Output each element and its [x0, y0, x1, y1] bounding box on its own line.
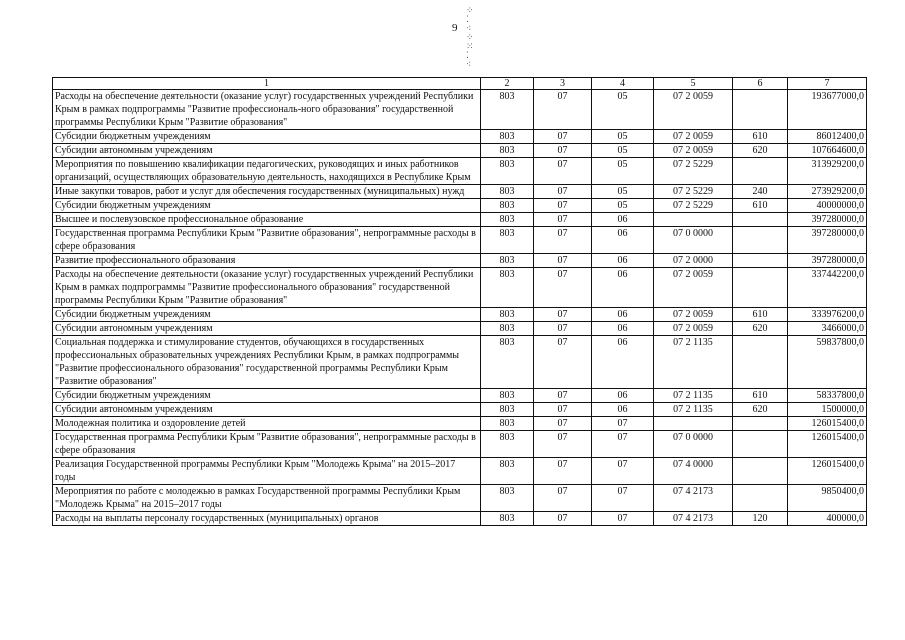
col-header: 3 [534, 78, 592, 90]
code-target: 07 2 0059 [654, 322, 733, 336]
item-name: Государственная программа Республики Крым "Развитие образования", непрограммные расходы в сфере образования [53, 431, 481, 458]
code-section: 07 [534, 90, 592, 130]
code-admin: 803 [481, 336, 534, 389]
code-expense-type: 610 [733, 130, 788, 144]
code-section: 07 [534, 512, 592, 526]
amount: 59837800,0 [788, 336, 867, 389]
code-admin: 803 [481, 417, 534, 431]
item-name: Субсидии бюджетным учреждениям [53, 389, 481, 403]
code-expense-type: 120 [733, 512, 788, 526]
code-section: 07 [534, 199, 592, 213]
item-name: Субсидии бюджетным учреждениям [53, 199, 481, 213]
code-expense-type: 620 [733, 144, 788, 158]
code-section: 07 [534, 268, 592, 308]
code-expense-type: 620 [733, 403, 788, 417]
code-subsection: 06 [592, 336, 654, 389]
table-row [53, 308, 867, 322]
code-admin: 803 [481, 268, 534, 308]
amount: 126015400,0 [788, 417, 867, 431]
code-expense-type [733, 485, 788, 512]
code-target: 07 4 2173 [654, 512, 733, 526]
code-target [654, 417, 733, 431]
table-row [53, 431, 867, 458]
code-expense-type [733, 227, 788, 254]
col-header: 2 [481, 78, 534, 90]
amount: 397280000,0 [788, 213, 867, 227]
code-target: 07 2 5229 [654, 199, 733, 213]
code-admin: 803 [481, 144, 534, 158]
table-row [53, 336, 867, 389]
code-admin: 803 [481, 227, 534, 254]
amount: 9850400,0 [788, 485, 867, 512]
code-target: 07 2 1135 [654, 389, 733, 403]
code-target: 07 2 0059 [654, 144, 733, 158]
code-target: 07 0 0000 [654, 431, 733, 458]
code-subsection: 05 [592, 144, 654, 158]
amount: 337442200,0 [788, 268, 867, 308]
code-subsection: 05 [592, 130, 654, 144]
code-section: 07 [534, 144, 592, 158]
code-admin: 803 [481, 90, 534, 130]
table-row [53, 213, 867, 227]
item-name: Мероприятия по повышению квалификации педагогических, руководящих и иных работников организаций, осуществляющих образовательную деятельность, находящихся в Республике Крым [53, 158, 481, 185]
code-expense-type: 610 [733, 308, 788, 322]
code-subsection: 06 [592, 322, 654, 336]
code-expense-type [733, 254, 788, 268]
code-admin: 803 [481, 389, 534, 403]
col-header: 5 [654, 78, 733, 90]
table-row [53, 322, 867, 336]
header-row [53, 78, 867, 90]
budget-table [52, 77, 867, 526]
code-expense-type [733, 213, 788, 227]
code-expense-type [733, 158, 788, 185]
code-subsection: 07 [592, 417, 654, 431]
code-expense-type: 240 [733, 185, 788, 199]
code-expense-type [733, 417, 788, 431]
table-row [53, 90, 867, 130]
code-section: 07 [534, 485, 592, 512]
item-name: Расходы на обеспечение деятельности (оказание услуг) государственных учреждений Республики Крым в рамках подпрограммы "Развитие профессиональ-ного образования" государственной программы Республики Крым "Развитие образования" [53, 90, 481, 130]
code-admin: 803 [481, 213, 534, 227]
code-subsection: 07 [592, 458, 654, 485]
item-name: Социальная поддержка и стимулирование студентов, обучающихся в государственных профессиональных образовательных учреждениях Республики Крым, в рамках подпрограммы "Развитие профессионального образования" государственной программы Республики Крым "Развитие образования" [53, 336, 481, 389]
code-section: 07 [534, 417, 592, 431]
amount: 107664600,0 [788, 144, 867, 158]
col-header: 7 [788, 78, 867, 90]
code-admin: 803 [481, 431, 534, 458]
code-section: 07 [534, 458, 592, 485]
code-expense-type [733, 431, 788, 458]
amount: 193677000,0 [788, 90, 867, 130]
item-name: Реализация Государственной программы Республики Крым "Молодежь Крыма" на 2015–2017 годы [53, 458, 481, 485]
table-row [53, 254, 867, 268]
item-name: Субсидии бюджетным учреждениям [53, 308, 481, 322]
code-target: 07 2 0000 [654, 254, 733, 268]
code-admin: 803 [481, 158, 534, 185]
code-subsection: 06 [592, 254, 654, 268]
table-row [53, 144, 867, 158]
item-name: Высшее и послевузовское профессиональное образование [53, 213, 481, 227]
code-subsection: 05 [592, 185, 654, 199]
item-name: Расходы на выплаты персоналу государственных (муниципальных) органов [53, 512, 481, 526]
code-target: 07 2 0059 [654, 90, 733, 130]
amount: 58337800,0 [788, 389, 867, 403]
code-target: 07 2 1135 [654, 403, 733, 417]
code-subsection: 07 [592, 485, 654, 512]
amount: 333976200,0 [788, 308, 867, 322]
amount: 3466000,0 [788, 322, 867, 336]
item-name: Субсидии автономным учреждениям [53, 403, 481, 417]
table-row [53, 268, 867, 308]
table-row [53, 485, 867, 512]
table-row [53, 403, 867, 417]
code-section: 07 [534, 213, 592, 227]
code-expense-type [733, 90, 788, 130]
item-name: Развитие профессионального образования [53, 254, 481, 268]
table-row [53, 417, 867, 431]
code-subsection: 06 [592, 227, 654, 254]
amount: 126015400,0 [788, 458, 867, 485]
code-target: 07 2 5229 [654, 185, 733, 199]
item-name: Молодежная политика и оздоровление детей [53, 417, 481, 431]
code-subsection: 05 [592, 199, 654, 213]
code-target: 07 2 5229 [654, 158, 733, 185]
table-row [53, 389, 867, 403]
code-expense-type: 610 [733, 389, 788, 403]
code-admin: 803 [481, 485, 534, 512]
table-row [53, 227, 867, 254]
table-row [53, 458, 867, 485]
amount: 126015400,0 [788, 431, 867, 458]
item-name: Субсидии автономным учреждениям [53, 144, 481, 158]
code-subsection: 06 [592, 389, 654, 403]
code-expense-type: 610 [733, 199, 788, 213]
page-number: 9 [452, 22, 458, 34]
code-section: 07 [534, 389, 592, 403]
code-section: 07 [534, 308, 592, 322]
code-section: 07 [534, 431, 592, 458]
item-name: Субсидии автономным учреждениям [53, 322, 481, 336]
code-admin: 803 [481, 308, 534, 322]
scan-artifact: ⁘ ⁚ ⁖ ⁘ ⁙ ⁚ ⁖ [466, 5, 474, 69]
table-row [53, 512, 867, 526]
amount: 86012400,0 [788, 130, 867, 144]
col-header: 4 [592, 78, 654, 90]
table-row [53, 199, 867, 213]
item-name: Субсидии бюджетным учреждениям [53, 130, 481, 144]
table-row [53, 185, 867, 199]
item-name: Мероприятия по работе с молодежью в рамках Государственной программы Республики Крым "Молодежь Крыма" на 2015–2017 годы [53, 485, 481, 512]
code-expense-type [733, 268, 788, 308]
code-admin: 803 [481, 130, 534, 144]
code-section: 07 [534, 336, 592, 389]
amount: 400000,0 [788, 512, 867, 526]
item-name: Государственная программа Республики Крым "Развитие образования", непрограммные расходы в сфере образования [53, 227, 481, 254]
table-row [53, 158, 867, 185]
item-name: Расходы на обеспечение деятельности (оказание услуг) государственных учреждений Республики Крым в рамках подпрограммы "Развитие профессионального образования" государственной программы Республики Крым "Развитие образования" [53, 268, 481, 308]
code-target: 07 2 0059 [654, 308, 733, 322]
code-subsection: 06 [592, 268, 654, 308]
code-target: 07 2 1135 [654, 336, 733, 389]
code-expense-type: 620 [733, 322, 788, 336]
code-admin: 803 [481, 512, 534, 526]
code-subsection: 06 [592, 213, 654, 227]
item-name: Иные закупки товаров, работ и услуг для обеспечения государственных (муниципальных) нужд [53, 185, 481, 199]
code-section: 07 [534, 130, 592, 144]
code-target: 07 4 2173 [654, 485, 733, 512]
code-target: 07 2 0059 [654, 130, 733, 144]
code-section: 07 [534, 403, 592, 417]
code-subsection: 06 [592, 308, 654, 322]
code-admin: 803 [481, 199, 534, 213]
code-section: 07 [534, 227, 592, 254]
code-admin: 803 [481, 322, 534, 336]
code-expense-type [733, 458, 788, 485]
code-subsection: 05 [592, 90, 654, 130]
amount: 40000000,0 [788, 199, 867, 213]
code-section: 07 [534, 158, 592, 185]
code-admin: 803 [481, 458, 534, 485]
amount: 1500000,0 [788, 403, 867, 417]
code-subsection: 07 [592, 512, 654, 526]
code-section: 07 [534, 185, 592, 199]
amount: 397280000,0 [788, 254, 867, 268]
amount: 313929200,0 [788, 158, 867, 185]
code-target: 07 2 0059 [654, 268, 733, 308]
col-header: 6 [733, 78, 788, 90]
code-expense-type [733, 336, 788, 389]
code-section: 07 [534, 322, 592, 336]
code-admin: 803 [481, 185, 534, 199]
code-admin: 803 [481, 254, 534, 268]
code-admin: 803 [481, 403, 534, 417]
code-subsection: 05 [592, 158, 654, 185]
table-row [53, 130, 867, 144]
code-target: 07 0 0000 [654, 227, 733, 254]
code-subsection: 06 [592, 403, 654, 417]
code-subsection: 07 [592, 431, 654, 458]
code-target: 07 4 0000 [654, 458, 733, 485]
code-target [654, 213, 733, 227]
code-section: 07 [534, 254, 592, 268]
amount: 397280000,0 [788, 227, 867, 254]
col-header: 1 [53, 78, 481, 90]
amount: 273929200,0 [788, 185, 867, 199]
